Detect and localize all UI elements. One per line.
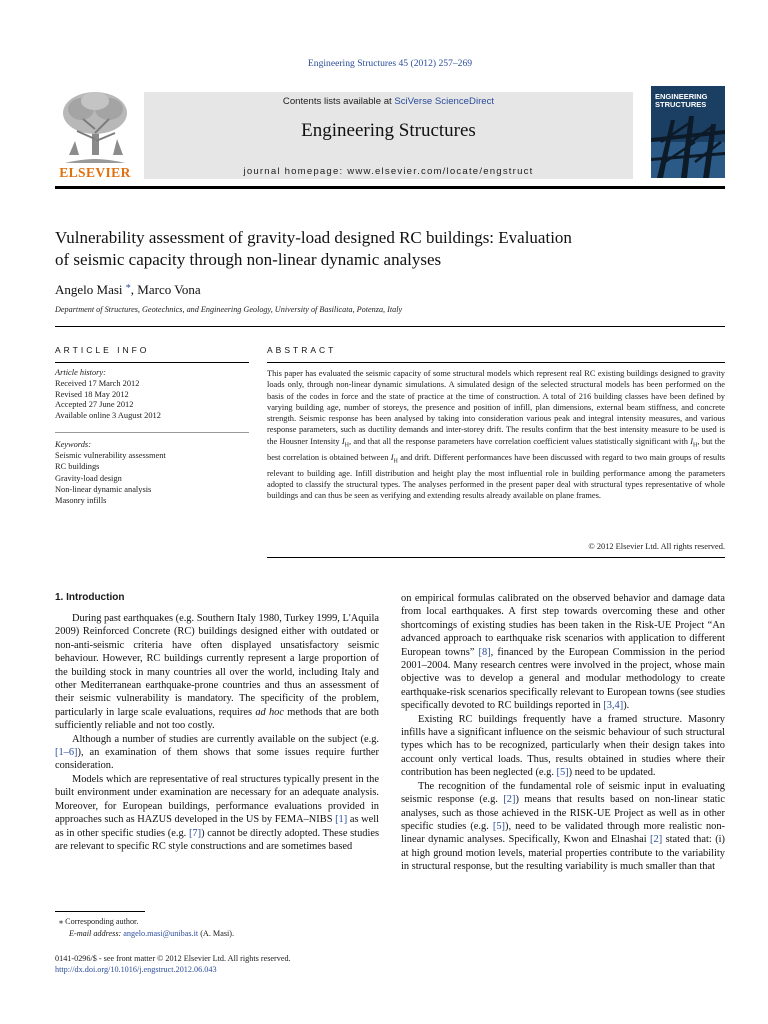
citation-link[interactable]: [3,4] bbox=[603, 700, 624, 712]
cover-structure-image bbox=[651, 112, 725, 178]
paragraph bbox=[55, 733, 379, 773]
elsevier-tree-logo bbox=[55, 89, 135, 181]
text-segment: Models which are representative of real structures typically present in the built environment under examination are necessary for an adequate analysis. Moreover, for European buildings, performance evaluations provided in approaches such as HAZUS developed in the US by FEMA–NIBS bbox=[55, 773, 379, 826]
paragraph bbox=[55, 612, 379, 733]
article-info-divider bbox=[55, 432, 249, 433]
article-history bbox=[55, 368, 249, 422]
text-segment: , financed by the European Commission in the period 2001–2004. Many research centres were involved in the project, whose main objective was to develop a general and modular methodology to create earthquake-risk scenarios specifically relevant to European towns (see studies specifically devoted to RC buildings reported in bbox=[401, 646, 725, 712]
email-note bbox=[55, 928, 379, 940]
paragraph bbox=[401, 713, 725, 780]
footnote-mark: ⁎ bbox=[59, 917, 64, 926]
housner-intensity-symbol: I bbox=[690, 436, 694, 446]
email-link[interactable]: angelo.masi@unibas.it bbox=[123, 929, 199, 938]
journal-reference-link[interactable]: Engineering Structures 45 (2012) 257–269 bbox=[307, 58, 473, 69]
text-segment: During past earthquakes (e.g. Southern Italy 1980, Turkey 1999, L'Aquila 2009) Reinforced Concrete (RC) buildings designed either with outdated or non-anti-seismic criteria have often displayed unsatisfactory seismic behaviour. However, RC buildings currently represent a large proportion of the building stock in many countries all over the world, including Italy and other Mediterranean earthquake-prone countries and thus an assessment of their seismic vulnerability is mandatory. The specificity of the problem, particularly in large scale evaluations, requires bbox=[55, 613, 379, 718]
abstract-segment: , but the best correlation is obtained between bbox=[267, 436, 726, 462]
text-segment: stated that: (i) at high ground motion levels, material properties contribute to the variability in structural response, but the resulting variability is much smaller than that bbox=[401, 834, 726, 873]
author-name: , Marco Vona bbox=[130, 282, 201, 297]
footnote-rule bbox=[55, 911, 145, 912]
corresponding-author-note bbox=[55, 916, 379, 928]
keyword: Masonry infills bbox=[55, 496, 107, 506]
citation-link[interactable]: [1] bbox=[335, 814, 348, 826]
history-label: Article history: bbox=[55, 368, 106, 377]
article-title bbox=[55, 227, 725, 271]
italic-term: ad hoc bbox=[255, 706, 284, 718]
citation-link[interactable]: [5] bbox=[556, 767, 569, 779]
text-segment: The recognition of the fundamental role of seismic input in evaluating seismic response (e.g. bbox=[401, 780, 725, 806]
abstract-segment: and drift. Different performances have been discussed with regard to two main groups of results relevant to building age. Infill distribution and height play the most influential role in building performance among the parameters adopted to classify the structural types. The analyses performed in the present paper deal with structural types representative of whole buildings and can thus be seen as verifying and extending results already available on plane frames. bbox=[267, 452, 725, 501]
body-column-left bbox=[55, 612, 379, 853]
paragraph bbox=[55, 773, 379, 853]
header-rule bbox=[55, 186, 725, 189]
text-segment: Although a number of studies are currently available on the subject (e.g. bbox=[72, 733, 379, 745]
citation-link[interactable]: [2] bbox=[650, 834, 663, 846]
journal-title: Engineering Structures bbox=[301, 120, 476, 141]
article-title-line1: Vulnerability assessment of gravity-load designed RC buildings: Evaluation bbox=[55, 228, 572, 247]
text-segment: Existing RC buildings frequently have a framed structure. Masonry infills have a significant influence on the seismic behaviour of such structural types which has to be recognized, particularly when their design takes into account only vertical loads. Thus, results obtained in studies where their contribution has been neglected (e.g. bbox=[401, 713, 725, 779]
citation-link[interactable]: [8] bbox=[478, 646, 491, 658]
title-rule bbox=[55, 326, 725, 327]
elsevier-wordmark: ELSEVIER bbox=[59, 165, 131, 180]
text-segment: ) means that results based on non-linear static analyses, such as those achieved in the RISK-UE Project as well as in other specific studies (e.g. bbox=[401, 794, 726, 832]
text-segment: ), an examination of them shows that some issues require further consideration. bbox=[55, 747, 379, 772]
revised-date: Revised 18 May 2012 bbox=[55, 389, 129, 399]
housner-intensity-symbol: I bbox=[390, 452, 394, 462]
journal-banner bbox=[144, 92, 633, 179]
keywords-label: Keywords: bbox=[55, 440, 91, 449]
journal-homepage-link[interactable]: journal homepage: www.elsevier.com/locate/engstruct bbox=[243, 166, 534, 177]
abstract-copyright: © 2012 Elsevier Ltd. All rights reserved. bbox=[588, 542, 725, 551]
abstract-text bbox=[267, 368, 725, 502]
author-list bbox=[55, 282, 201, 298]
text-segment: ). bbox=[623, 700, 630, 712]
housner-intensity-symbol: I bbox=[341, 436, 345, 446]
affiliation: Department of Structures, Geotechnics, and Engineering Geology, University of Basilicata, Potenza, Italy bbox=[55, 305, 403, 314]
abstract-segment: This paper has evaluated the seismic capacity of some structural models which represent real RC existing buildings designed to gravity loads only, through non-linear dynamic simulations. A simulated design of the selected structural models has been performed on the basis of the codes in force and the state of practice at the time of construction. A total of 216 building classes have been defined by varying building age, number of storeys, the presence and position of infill, plan dimensions, external beam stiffness, and concrete strength. Seismic response has been analysed by taking into consideration various peak and integral intensity measures, and various response parameters, such as ductility demands and inter-storey drift. The results confirm that the best intensity measure to be used is the Housner Intensity bbox=[267, 369, 725, 446]
citation-link[interactable]: [5] bbox=[492, 820, 506, 832]
housner-subscript: H bbox=[344, 442, 349, 449]
accepted-date: Accepted 27 June 2012 bbox=[55, 400, 134, 410]
keyword: RC buildings bbox=[55, 462, 100, 472]
cover-title bbox=[655, 93, 725, 109]
keyword: Non-linear dynamic analysis bbox=[55, 484, 152, 494]
tree-icon bbox=[55, 89, 135, 165]
text-segment: ) cannot be directly adopted. These studies are relevant to specific RC style constructions and are sometimes based bbox=[55, 827, 380, 852]
footnote-text: Corresponding author. bbox=[63, 917, 139, 926]
section-heading-introduction: 1. Introduction bbox=[55, 592, 125, 603]
paragraph bbox=[401, 780, 725, 874]
article-info-heading: ARTICLE INFO bbox=[55, 345, 150, 355]
abstract-segment: , and that all the response parameters have correlation coefficient values statistically significant with bbox=[348, 436, 691, 446]
text-segment: on empirical formulas calibrated on the observed behavior and damage data from local earthquakes. A first step towards overcoming these and other shortcomings of existing studies has been taken in the Risk-UE Project “An advanced approach to earthquake risk scenarios with application to different European towns” bbox=[401, 593, 725, 658]
cover-title-line1: ENGINEERING bbox=[655, 92, 708, 101]
front-matter bbox=[55, 953, 291, 975]
housner-subscript: H bbox=[393, 458, 398, 465]
text-segment: ) need to be updated. bbox=[568, 767, 656, 779]
body-column-right bbox=[401, 592, 725, 874]
abstract-heading: ABSTRACT bbox=[267, 345, 337, 355]
journal-header bbox=[55, 89, 725, 183]
email-suffix: (A. Masi). bbox=[198, 929, 235, 938]
abstract-rule bbox=[267, 362, 725, 363]
keyword: Seismic vulnerability assessment bbox=[55, 451, 166, 461]
keyword: Gravity-load design bbox=[55, 473, 122, 483]
online-date: Available online 3 August 2012 bbox=[55, 411, 161, 421]
doi-link[interactable]: http://dx.doi.org/10.1016/j.engstruct.2012.06.043 bbox=[55, 965, 217, 974]
journal-cover-thumbnail bbox=[651, 86, 725, 178]
sciencedirect-link[interactable]: SciVerse ScienceDirect bbox=[394, 96, 495, 107]
housner-subscript: H bbox=[693, 442, 698, 449]
text-segment: methods that are both sufficiently reliable and not too costly. bbox=[55, 706, 379, 732]
contents-line bbox=[144, 96, 633, 107]
keywords bbox=[55, 439, 249, 506]
author-name: Angelo Masi bbox=[55, 282, 123, 297]
citation-link[interactable]: [1–6] bbox=[55, 747, 78, 759]
contents-prefix: Contents lists available at bbox=[282, 96, 395, 107]
received-date: Received 17 March 2012 bbox=[55, 378, 140, 388]
article-info-rule bbox=[55, 362, 249, 363]
email-label: E-mail address: bbox=[69, 929, 124, 938]
citation-link[interactable]: [7] bbox=[188, 827, 202, 839]
text-segment: ), need to be validated through more realistic non-linear dynamic analyses. Specifically, Kwon and Elnashai bbox=[401, 820, 725, 846]
article-title-line2: of seismic capacity through non-linear dynamic analyses bbox=[55, 250, 442, 269]
text-segment: as well as in other specific studies (e.g. bbox=[55, 814, 379, 839]
abstract-bottom-rule bbox=[267, 557, 725, 558]
paragraph bbox=[401, 592, 725, 713]
corresponding-author-mark[interactable]: * bbox=[125, 283, 131, 294]
citation-link[interactable]: [2] bbox=[503, 794, 516, 806]
issn-line: 0141-0296/$ - see front matter © 2012 Elsevier Ltd. All rights reserved. bbox=[55, 954, 291, 963]
cover-title-line2: STRUCTURES bbox=[655, 100, 707, 109]
footnote bbox=[55, 916, 379, 940]
